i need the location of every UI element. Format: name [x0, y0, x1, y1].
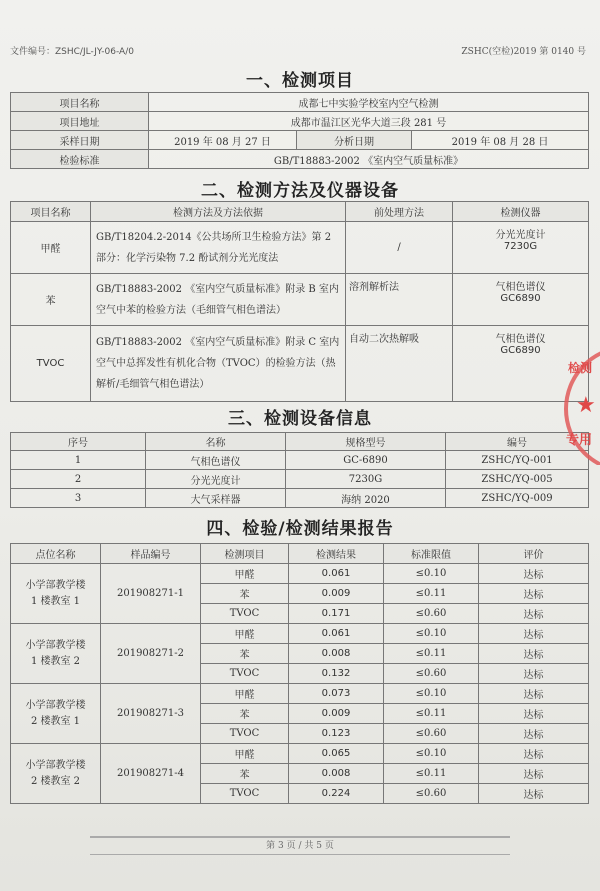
test-result: 0.171 [289, 604, 384, 624]
method-basis: GB/T18883-2002 《室内空气质量标准》附录 C 室内空气中总挥发性有机化合物（TVOC）的检验方法（热解析/毛细管气相色谱法） [91, 326, 346, 402]
column-header: 样品编号 [101, 544, 201, 564]
standard-limit: ≤0.60 [384, 604, 479, 624]
project-name-value: 成都七中实验学校室内空气检测 [149, 93, 589, 112]
column-header: 标准限值 [384, 544, 479, 564]
standard-limit: ≤0.60 [384, 784, 479, 804]
report-number: ZSHC(空检)2019 第 0140 号 [461, 47, 586, 57]
stamp-text-bottom: 专用 [566, 433, 593, 448]
project-address-value: 成都市温江区光华大道三段 281 号 [149, 112, 589, 131]
sampling-date-value: 2019 年 08 月 27 日 [149, 131, 297, 150]
table-row [11, 470, 589, 489]
point-name [11, 744, 101, 804]
standard-limit: ≤0.11 [384, 764, 479, 784]
column-header: 检测项目 [201, 544, 289, 564]
pretreatment: 自动二次热解吸 [346, 326, 453, 402]
results-table [10, 543, 589, 804]
test-item: 甲醛 [201, 564, 289, 584]
column-header: 检测方法及方法依据 [91, 202, 346, 222]
standard-limit: ≤0.10 [384, 624, 479, 644]
point-name [11, 564, 101, 624]
method-item-name: 甲醛 [11, 222, 91, 274]
inspection-stamp [562, 345, 600, 465]
column-header: 评价 [479, 544, 589, 564]
table-row [11, 274, 589, 326]
test-item: 苯 [201, 764, 289, 784]
table-row [11, 624, 589, 644]
table-row [11, 744, 589, 764]
table-header-row [11, 433, 589, 451]
test-result: 0.009 [289, 704, 384, 724]
standard-limit: ≤0.10 [384, 564, 479, 584]
standard-label: 检验标准 [11, 150, 149, 169]
pretreatment: 溶剂解析法 [346, 274, 453, 326]
sample-number: 201908271-3 [101, 684, 201, 744]
section3-title: 三、检测设备信息 [228, 409, 372, 429]
test-result: 0.065 [289, 744, 384, 764]
table-row [11, 564, 589, 584]
analysis-date-label: 分析日期 [297, 131, 412, 150]
equipment-table [10, 432, 589, 508]
instrument-model: GC6890 [500, 345, 541, 356]
point-name [11, 624, 101, 684]
pretreatment: / [346, 222, 453, 274]
page-footer [0, 832, 600, 858]
test-item: 苯 [201, 584, 289, 604]
section2-title: 二、检测方法及仪器设备 [201, 181, 399, 201]
equipment-code: ZSHC/YQ-001 [446, 451, 589, 470]
column-header: 序号 [11, 433, 146, 451]
section1-title: 一、检测项目 [246, 71, 354, 91]
section4-title: 四、检验/检测结果报告 [206, 519, 394, 539]
test-result: 0.061 [289, 564, 384, 584]
point-name-line2: 1 楼教室 2 [30, 655, 81, 667]
point-name-line1: 小学部教学楼 [25, 759, 86, 771]
project-info-table [10, 92, 589, 169]
table-row [11, 131, 589, 150]
column-header: 规格型号 [286, 433, 446, 451]
standard-limit: ≤0.11 [384, 584, 479, 604]
table-header-row [11, 202, 589, 222]
evaluation: 达标 [479, 764, 589, 784]
test-result: 0.009 [289, 584, 384, 604]
table-row [11, 112, 589, 131]
equipment-no: 2 [11, 470, 146, 489]
equipment-name: 气相色谱仪 [146, 451, 286, 470]
table-row [11, 451, 589, 470]
column-header: 点位名称 [11, 544, 101, 564]
sample-number: 201908271-2 [101, 624, 201, 684]
page-number: 第 3 页 / 共 5 页 [266, 841, 334, 851]
equipment-model: 海纳 2020 [286, 489, 446, 508]
test-result: 0.008 [289, 644, 384, 664]
column-header: 检测结果 [289, 544, 384, 564]
method-item-name: TVOC [11, 326, 91, 402]
evaluation: 达标 [479, 704, 589, 724]
test-item: 甲醛 [201, 744, 289, 764]
table-header-row [11, 544, 589, 564]
analysis-date-value: 2019 年 08 月 28 日 [412, 131, 589, 150]
instrument-name: 气相色谱仪 [495, 282, 546, 293]
instrument [453, 274, 589, 326]
test-item: 苯 [201, 704, 289, 724]
evaluation: 达标 [479, 584, 589, 604]
instrument-model: GC6890 [500, 293, 541, 304]
method-item-name: 苯 [11, 274, 91, 326]
stamp-star-icon: ★ [576, 393, 596, 418]
stamp-text-top: 检测 [568, 361, 593, 375]
equipment-name: 大气采样器 [146, 489, 286, 508]
instrument-name: 气相色谱仪 [495, 334, 546, 345]
point-name-line2: 2 楼教室 2 [30, 775, 81, 787]
point-name-line1: 小学部教学楼 [25, 579, 86, 591]
instrument [453, 222, 589, 274]
test-result: 0.224 [289, 784, 384, 804]
standard-limit: ≤0.10 [384, 744, 479, 764]
equipment-code: ZSHC/YQ-009 [446, 489, 589, 508]
instrument-model: 7230G [503, 241, 538, 252]
method-table [10, 201, 589, 402]
test-item: TVOC [201, 784, 289, 804]
column-header: 项目名称 [11, 202, 91, 222]
sample-number: 201908271-4 [101, 744, 201, 804]
test-result: 0.073 [289, 684, 384, 704]
column-header: 检测仪器 [453, 202, 589, 222]
point-name-line1: 小学部教学楼 [25, 699, 86, 711]
test-item: 甲醛 [201, 684, 289, 704]
evaluation: 达标 [479, 744, 589, 764]
sample-number: 201908271-1 [101, 564, 201, 624]
test-item: TVOC [201, 664, 289, 684]
test-result: 0.132 [289, 664, 384, 684]
standard-limit: ≤0.11 [384, 644, 479, 664]
standard-value: GB/T18883-2002 《室内空气质量标准》 [149, 150, 589, 169]
evaluation: 达标 [479, 684, 589, 704]
test-item: TVOC [201, 604, 289, 624]
method-basis: GB/T18204.2-2014《公共场所卫生检验方法》第 2 部分：化学污染物 7.2 酚试剂分光光度法 [91, 222, 346, 274]
table-row [11, 489, 589, 508]
point-name [11, 684, 101, 744]
equipment-model: 7230G [286, 470, 446, 489]
test-item: TVOC [201, 724, 289, 744]
equipment-name: 分光光度计 [146, 470, 286, 489]
standard-limit: ≤0.60 [384, 724, 479, 744]
evaluation: 达标 [479, 604, 589, 624]
evaluation: 达标 [479, 784, 589, 804]
point-name-line1: 小学部教学楼 [25, 639, 86, 651]
doc-number: 文件编号：ZSHC/JL-JY-06-A/0 [10, 47, 134, 57]
equipment-no: 3 [11, 489, 146, 508]
evaluation: 达标 [479, 644, 589, 664]
method-basis: GB/T18883-2002 《室内空气质量标准》附录 B 室内空气中苯的检验方法（毛细管气相色谱法） [91, 274, 346, 326]
test-item: 甲醛 [201, 624, 289, 644]
equipment-code: ZSHC/YQ-005 [446, 470, 589, 489]
table-row [11, 222, 589, 274]
test-result: 0.061 [289, 624, 384, 644]
column-header: 名称 [146, 433, 286, 451]
column-header: 编号 [446, 433, 589, 451]
table-row [11, 93, 589, 112]
evaluation: 达标 [479, 564, 589, 584]
evaluation: 达标 [479, 724, 589, 744]
equipment-model: GC-6890 [286, 451, 446, 470]
project-address-label: 项目地址 [11, 112, 149, 131]
instrument-name: 分光光度计 [495, 230, 546, 241]
standard-limit: ≤0.10 [384, 684, 479, 704]
table-row [11, 684, 589, 704]
equipment-no: 1 [11, 451, 146, 470]
table-row [11, 326, 589, 402]
point-name-line2: 2 楼教室 1 [30, 715, 81, 727]
evaluation: 达标 [479, 624, 589, 644]
test-item: 苯 [201, 644, 289, 664]
test-result: 0.008 [289, 764, 384, 784]
table-row [11, 150, 589, 169]
point-name-line2: 1 楼教室 1 [30, 595, 81, 607]
project-name-label: 项目名称 [11, 93, 149, 112]
column-header: 前处理方法 [346, 202, 453, 222]
evaluation: 达标 [479, 664, 589, 684]
sampling-date-label: 采样日期 [11, 131, 149, 150]
standard-limit: ≤0.60 [384, 664, 479, 684]
standard-limit: ≤0.11 [384, 704, 479, 724]
test-result: 0.123 [289, 724, 384, 744]
